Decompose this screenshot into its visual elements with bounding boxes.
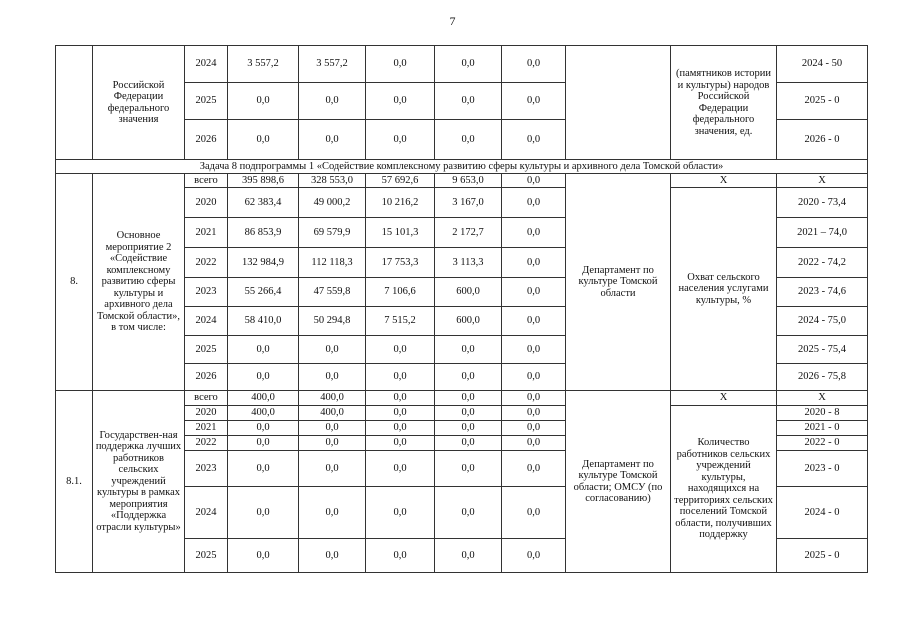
task-row bbox=[56, 160, 868, 174]
amount-cell: 0,0 bbox=[435, 451, 502, 487]
year-cell: 2022 bbox=[185, 436, 228, 451]
event-name: Государствен-ная поддержка лучших работников сельских учреждений культуры в рамках мероприятия «Поддержка отрасли культуры» bbox=[93, 391, 185, 573]
indicator-name: Охват сельского населения услугами культуры, % bbox=[671, 188, 777, 391]
amount-cell: 0,0 bbox=[299, 120, 366, 160]
amount-cell: 17 753,3 bbox=[366, 248, 435, 278]
amount-cell: 0,0 bbox=[366, 46, 435, 83]
task-title: Задача 8 подпрограммы 1 «Содействие комплексному развитию сферы культуры и архивного дела Томской области» bbox=[56, 160, 868, 174]
executor-cell bbox=[566, 46, 671, 160]
amount-cell: 0,0 bbox=[435, 364, 502, 391]
year-cell: 2025 bbox=[185, 336, 228, 364]
event-name: Российской Федерации федерального значения bbox=[93, 46, 185, 160]
year-cell: 2023 bbox=[185, 451, 228, 487]
row-number-cell bbox=[56, 46, 93, 160]
amount-cell: 0,0 bbox=[502, 307, 566, 336]
amount-cell: 0,0 bbox=[228, 451, 299, 487]
amount-cell: 0,0 bbox=[228, 436, 299, 451]
amount-cell: 0,0 bbox=[366, 539, 435, 573]
target-cell: 2021 – 74,0 bbox=[777, 218, 868, 248]
amount-cell: 0,0 bbox=[502, 278, 566, 307]
amount-cell: 62 383,4 bbox=[228, 188, 299, 218]
amount-cell: 50 294,8 bbox=[299, 307, 366, 336]
year-cell: всего bbox=[185, 391, 228, 406]
amount-cell: 0,0 bbox=[435, 391, 502, 406]
amount-cell: 15 101,3 bbox=[366, 218, 435, 248]
amount-cell: 3 557,2 bbox=[228, 46, 299, 83]
amount-cell: 0,0 bbox=[435, 436, 502, 451]
amount-cell: 0,0 bbox=[502, 421, 566, 436]
row-number: 8.1. bbox=[56, 391, 93, 573]
amount-cell: 0,0 bbox=[502, 436, 566, 451]
target-cell: 2026 - 0 bbox=[777, 120, 868, 160]
amount-cell: 0,0 bbox=[435, 539, 502, 573]
amount-cell: 0,0 bbox=[228, 120, 299, 160]
indicator-name: Количество работников сельских учреждений культуры, находящихся на территориях сельских поселений Томской области, получивших поддержку bbox=[671, 406, 777, 573]
year-cell: 2025 bbox=[185, 539, 228, 573]
amount-cell: 0,0 bbox=[502, 539, 566, 573]
amount-cell: 0,0 bbox=[435, 487, 502, 539]
amount-cell: 0,0 bbox=[299, 421, 366, 436]
amount-cell: 0,0 bbox=[502, 46, 566, 83]
target-cell: 2026 - 75,8 bbox=[777, 364, 868, 391]
amount-cell: 0,0 bbox=[228, 421, 299, 436]
program-table bbox=[55, 45, 868, 573]
year-cell: 2021 bbox=[185, 421, 228, 436]
amount-cell: 58 410,0 bbox=[228, 307, 299, 336]
amount-cell: 0,0 bbox=[502, 406, 566, 421]
amount-cell: 10 216,2 bbox=[366, 188, 435, 218]
amount-cell: 47 559,8 bbox=[299, 278, 366, 307]
year-cell: 2024 bbox=[185, 307, 228, 336]
year-cell: 2024 bbox=[185, 487, 228, 539]
indicator-x: Х bbox=[671, 174, 777, 188]
target-cell: 2022 - 0 bbox=[777, 436, 868, 451]
amount-cell: 0,0 bbox=[299, 83, 366, 120]
target-cell: 2023 - 74,6 bbox=[777, 278, 868, 307]
amount-cell: 0,0 bbox=[502, 451, 566, 487]
table-row bbox=[56, 174, 868, 188]
page-number: 7 bbox=[449, 14, 456, 28]
amount-cell: 0,0 bbox=[299, 436, 366, 451]
amount-cell: 57 692,6 bbox=[366, 174, 435, 188]
table-row bbox=[56, 391, 868, 406]
amount-cell: 0,0 bbox=[299, 336, 366, 364]
amount-cell: 0,0 bbox=[502, 391, 566, 406]
amount-cell: 0,0 bbox=[366, 421, 435, 436]
year-cell: 2020 bbox=[185, 188, 228, 218]
target-cell: 2025 - 0 bbox=[777, 539, 868, 573]
amount-cell: 9 653,0 bbox=[435, 174, 502, 188]
amount-cell: 600,0 bbox=[435, 307, 502, 336]
target-cell: 2023 - 0 bbox=[777, 451, 868, 487]
amount-cell: 3 557,2 bbox=[299, 46, 366, 83]
table-row bbox=[56, 46, 868, 83]
amount-cell: 7 515,2 bbox=[366, 307, 435, 336]
amount-cell: 0,0 bbox=[366, 120, 435, 160]
amount-cell: 0,0 bbox=[435, 421, 502, 436]
year-cell: 2022 bbox=[185, 248, 228, 278]
amount-cell: 69 579,9 bbox=[299, 218, 366, 248]
executor-cell: Департамент по культуре Томской области; ОМСУ (по согласованию) bbox=[566, 391, 671, 573]
target-cell: 2024 - 0 bbox=[777, 487, 868, 539]
target-cell: 2020 - 73,4 bbox=[777, 188, 868, 218]
amount-cell: 49 000,2 bbox=[299, 188, 366, 218]
amount-cell: 0,0 bbox=[366, 391, 435, 406]
target-cell: 2024 - 50 bbox=[777, 46, 868, 83]
amount-cell: 112 118,3 bbox=[299, 248, 366, 278]
amount-cell: 0,0 bbox=[228, 336, 299, 364]
year-cell: 2026 bbox=[185, 364, 228, 391]
amount-cell: 0,0 bbox=[366, 487, 435, 539]
year-cell: 2025 bbox=[185, 83, 228, 120]
amount-cell: 0,0 bbox=[435, 336, 502, 364]
target-cell: 2024 - 75,0 bbox=[777, 307, 868, 336]
target-x: Х bbox=[777, 391, 868, 406]
amount-cell: 0,0 bbox=[366, 364, 435, 391]
amount-cell: 0,0 bbox=[299, 451, 366, 487]
amount-cell: 0,0 bbox=[228, 364, 299, 391]
amount-cell: 600,0 bbox=[435, 278, 502, 307]
amount-cell: 0,0 bbox=[366, 451, 435, 487]
target-cell: 2025 - 75,4 bbox=[777, 336, 868, 364]
amount-cell: 0,0 bbox=[435, 46, 502, 83]
amount-cell: 3 113,3 bbox=[435, 248, 502, 278]
amount-cell: 2 172,7 bbox=[435, 218, 502, 248]
amount-cell: 0,0 bbox=[502, 188, 566, 218]
year-cell: 2026 bbox=[185, 120, 228, 160]
amount-cell: 0,0 bbox=[228, 83, 299, 120]
amount-cell: 0,0 bbox=[435, 406, 502, 421]
indicator-name: (памятников истории и культуры) народов Российской Федерации федерального значения, ед. bbox=[671, 46, 777, 160]
year-cell: 2024 bbox=[185, 46, 228, 83]
amount-cell: 0,0 bbox=[502, 218, 566, 248]
amount-cell: 0,0 bbox=[435, 83, 502, 120]
amount-cell: 0,0 bbox=[502, 364, 566, 391]
amount-cell: 0,0 bbox=[299, 487, 366, 539]
amount-cell: 0,0 bbox=[435, 120, 502, 160]
amount-cell: 0,0 bbox=[299, 539, 366, 573]
executor-cell: Департамент по культуре Томской области bbox=[566, 174, 671, 391]
amount-cell: 0,0 bbox=[502, 174, 566, 188]
indicator-x: Х bbox=[671, 391, 777, 406]
amount-cell: 400,0 bbox=[228, 406, 299, 421]
amount-cell: 0,0 bbox=[502, 248, 566, 278]
amount-cell: 0,0 bbox=[366, 436, 435, 451]
target-cell: 2022 - 74,2 bbox=[777, 248, 868, 278]
target-x: Х bbox=[777, 174, 868, 188]
amount-cell: 0,0 bbox=[366, 83, 435, 120]
year-cell: 2023 bbox=[185, 278, 228, 307]
amount-cell: 132 984,9 bbox=[228, 248, 299, 278]
amount-cell: 0,0 bbox=[366, 406, 435, 421]
amount-cell: 0,0 bbox=[502, 487, 566, 539]
amount-cell: 328 553,0 bbox=[299, 174, 366, 188]
amount-cell: 86 853,9 bbox=[228, 218, 299, 248]
target-cell: 2021 - 0 bbox=[777, 421, 868, 436]
amount-cell: 0,0 bbox=[366, 336, 435, 364]
year-cell: всего bbox=[185, 174, 228, 188]
event-name: Основное мероприятие 2 «Содействие комплексному развитию сферы культуры и архивного дела Томской области», в том числе: bbox=[93, 174, 185, 391]
amount-cell: 7 106,6 bbox=[366, 278, 435, 307]
amount-cell: 55 266,4 bbox=[228, 278, 299, 307]
row-number: 8. bbox=[56, 174, 93, 391]
amount-cell: 395 898,6 bbox=[228, 174, 299, 188]
target-cell: 2025 - 0 bbox=[777, 83, 868, 120]
target-cell: 2020 - 8 bbox=[777, 406, 868, 421]
amount-cell: 0,0 bbox=[502, 83, 566, 120]
amount-cell: 0,0 bbox=[502, 120, 566, 160]
amount-cell: 0,0 bbox=[502, 336, 566, 364]
year-cell: 2021 bbox=[185, 218, 228, 248]
amount-cell: 400,0 bbox=[299, 406, 366, 421]
amount-cell: 0,0 bbox=[299, 364, 366, 391]
amount-cell: 3 167,0 bbox=[435, 188, 502, 218]
amount-cell: 400,0 bbox=[228, 391, 299, 406]
year-cell: 2020 bbox=[185, 406, 228, 421]
amount-cell: 400,0 bbox=[299, 391, 366, 406]
amount-cell: 0,0 bbox=[228, 539, 299, 573]
amount-cell: 0,0 bbox=[228, 487, 299, 539]
